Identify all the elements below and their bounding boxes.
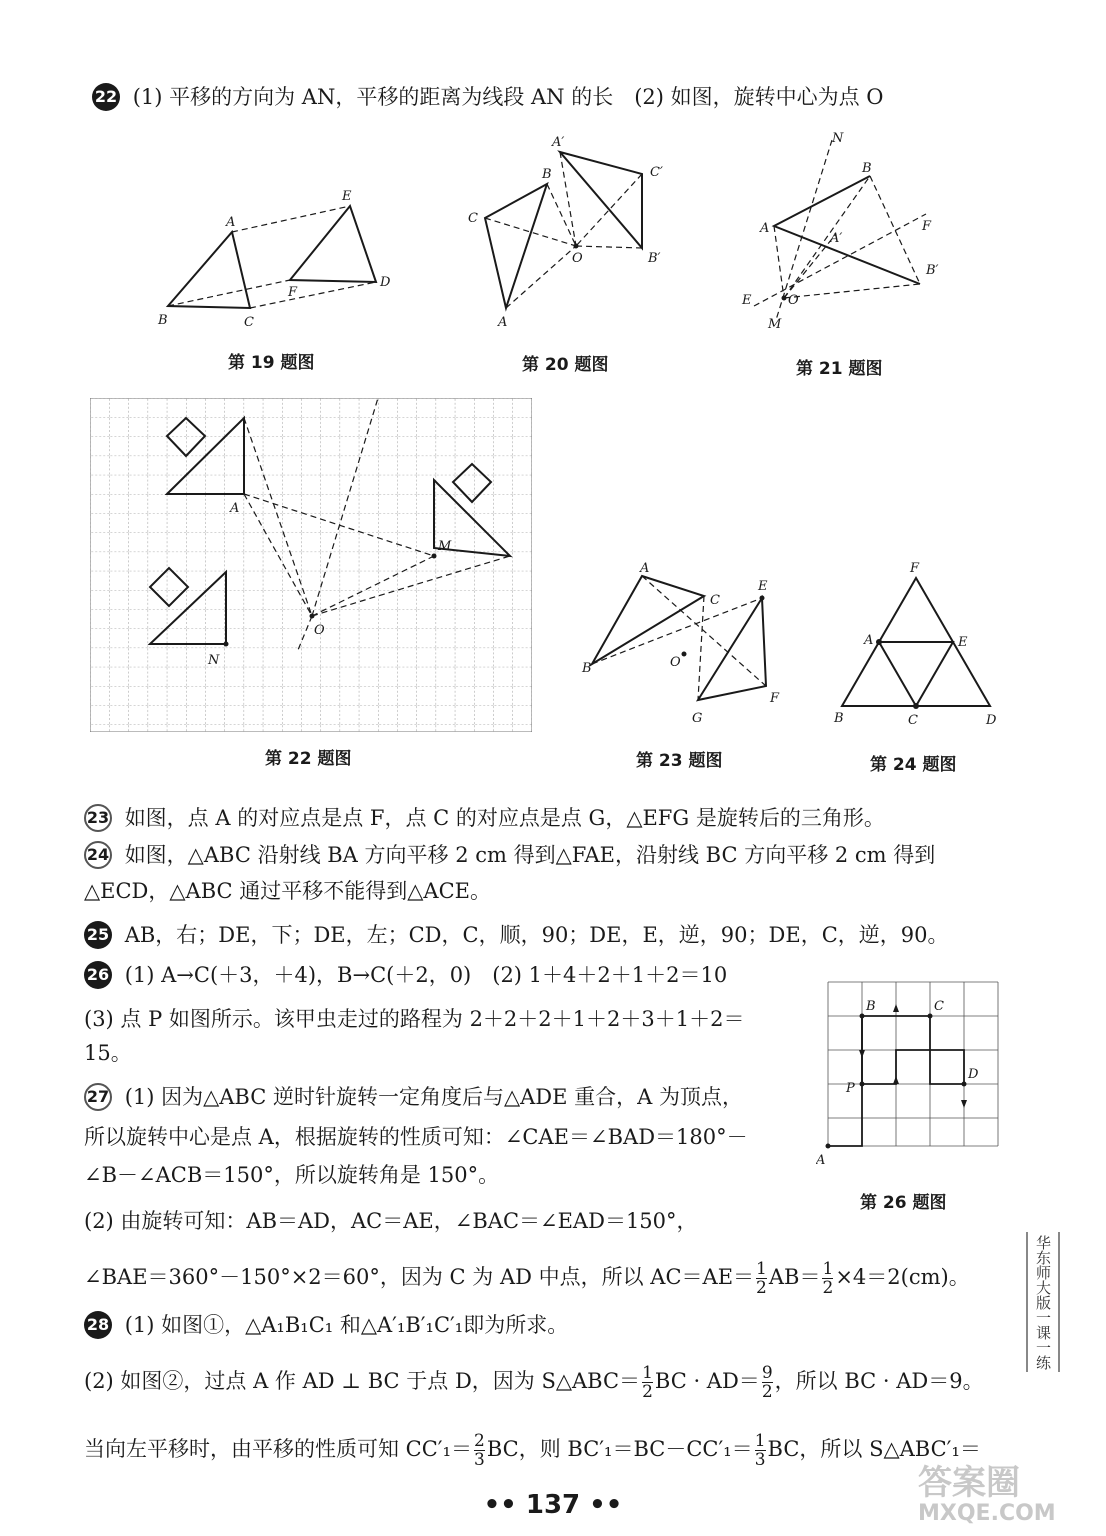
q28-text-3c: BC，所以 S△ABC′₁＝ bbox=[767, 1437, 981, 1461]
fig24-label-f: F bbox=[910, 561, 920, 576]
figure-23 bbox=[580, 560, 790, 730]
q27-text-5b: AB＝ bbox=[768, 1265, 821, 1289]
fig23-label-a: A bbox=[640, 561, 650, 576]
fig21-label-m: M bbox=[768, 317, 782, 332]
q28-text-2a: (2) 如图②，过点 A 作 AD ⊥ BC 于点 D，因为 S△ABC＝ bbox=[84, 1369, 641, 1393]
side-tab: 华东师大版一课一练 bbox=[1026, 1232, 1060, 1372]
fig19-label-b: B bbox=[158, 313, 168, 328]
fraction-two-thirds: $\frac{2}{3}$ bbox=[474, 1431, 485, 1470]
fig20-label-c: C bbox=[468, 211, 478, 226]
fig21-label-a-prime: A′ bbox=[830, 231, 843, 246]
fig23-label-g: G bbox=[692, 711, 703, 726]
q26-text-2: (3) 点 P 如图所示。该甲虫走过的路程为 2＋2＋2＋1＋2＋3＋1＋2＝ bbox=[84, 1007, 745, 1031]
q25-text: AB，右；DE，下；DE，左；CD，C，顺，90；DE，E，逆，90；DE，C，逆，90。 bbox=[124, 923, 949, 947]
q23-line bbox=[84, 803, 885, 834]
fig20-label-c-prime: C′ bbox=[650, 165, 663, 180]
fig24-label-d: D bbox=[986, 713, 997, 728]
fig26-label-p: P bbox=[846, 1081, 855, 1096]
q28-line-3 bbox=[84, 1432, 981, 1469]
fig19-caption: 第 19 题图 bbox=[228, 353, 315, 373]
figure-22 bbox=[90, 398, 532, 732]
fig22-label-o: O bbox=[314, 623, 325, 638]
fig23-label-e: E bbox=[758, 579, 768, 594]
q24-line-1 bbox=[84, 840, 935, 871]
q28-text-2c: ，所以 BC · AD＝9。 bbox=[774, 1369, 984, 1393]
fig20-label-a: A bbox=[498, 315, 508, 330]
q27-line-4 bbox=[84, 1206, 698, 1236]
figure-24 bbox=[830, 560, 1010, 730]
fig23-caption: 第 23 题图 bbox=[636, 751, 723, 771]
fig23-label-o: O bbox=[670, 655, 681, 670]
fraction-one-third: $\frac{1}{3}$ bbox=[754, 1431, 766, 1470]
q27-text-2: 所以旋转中心是点 A，根据旋转的性质可知：∠CAE＝∠BAD＝180°－ bbox=[84, 1125, 748, 1149]
fig20-label-b-prime: B′ bbox=[648, 251, 661, 266]
q27-text-5c: ×4＝2(cm)。 bbox=[835, 1265, 970, 1289]
q28-line-2 bbox=[84, 1364, 984, 1401]
fig19-label-f: F bbox=[288, 285, 298, 300]
q24-badge: 24 bbox=[84, 841, 112, 869]
fig20-label-b: B bbox=[542, 167, 552, 182]
q28-line-1 bbox=[84, 1310, 568, 1341]
watermark bbox=[918, 1465, 1098, 1531]
fraction-half-3: $\frac{1}{2}$ bbox=[642, 1363, 653, 1402]
q24-text-2: △ECD，△ABC 通过平移不能得到△ACE。 bbox=[84, 879, 491, 903]
q27-text-3: ∠B－∠ACB＝150°，所以旋转角是 150°。 bbox=[84, 1163, 500, 1187]
q28-text-1: (1) 如图①，△A₁B₁C₁ 和△A′₁B′₁C′₁即为所求。 bbox=[124, 1313, 569, 1337]
q22-line bbox=[92, 82, 884, 113]
fig23-label-b: B bbox=[582, 661, 592, 676]
fraction-half: $\frac{1}{2}$ bbox=[756, 1259, 767, 1298]
q23-text: 如图，点 A 的对应点是点 F，点 C 的对应点是点 G，△EFG 是旋转后的三角形。 bbox=[124, 806, 885, 830]
q27-line-5 bbox=[84, 1260, 970, 1297]
fig21-label-a: A bbox=[760, 221, 770, 236]
q28-text-3a: 当向左平移时，由平移的性质可知 CC′₁＝ bbox=[84, 1437, 472, 1461]
q28-badge: 28 bbox=[84, 1311, 112, 1339]
fig21-label-o: O bbox=[788, 293, 799, 308]
fig23-label-c: C bbox=[710, 593, 720, 608]
q26-line-3 bbox=[84, 1038, 132, 1068]
q25-badge: 25 bbox=[84, 921, 112, 949]
fig26-caption: 第 26 题图 bbox=[860, 1193, 947, 1213]
q27-text-5a: ∠BAE＝360°－150°×2＝60°，因为 C 为 AD 中点，所以 AC＝AE＝ bbox=[84, 1265, 755, 1289]
q22-text: (1) 平移的方向为 AN，平移的距离为线段 AN 的长 (2) 如图，旋转中心为点 O bbox=[132, 85, 884, 109]
fig21-label-n: N bbox=[832, 131, 844, 146]
fig21-label-e: E bbox=[742, 293, 752, 308]
q26-line-2 bbox=[84, 1004, 744, 1034]
fig24-label-b: B bbox=[834, 711, 844, 726]
fig26-label-b: B bbox=[866, 999, 876, 1014]
q26-badge: 26 bbox=[84, 961, 112, 989]
fig20-label-a-prime: A′ bbox=[552, 135, 565, 150]
fraction-nine-halves: $\frac{9}{2}$ bbox=[761, 1363, 773, 1402]
fig21-label-f: F bbox=[922, 219, 932, 234]
fig26-label-c: C bbox=[934, 999, 944, 1014]
page-number: •• 137 •• bbox=[483, 1490, 623, 1520]
q26-text-1: (1) A→C(＋3，＋4)，B→C(＋2，0) (2) 1＋4＋2＋1＋2＝10 bbox=[124, 963, 728, 987]
q27-text-1: (1) 因为△ABC 逆时针旋转一定角度后与△ADE 重合，A 为顶点， bbox=[124, 1085, 743, 1109]
q23-badge: 23 bbox=[84, 804, 112, 832]
q26-line-1 bbox=[84, 960, 727, 991]
fig24-label-e: E bbox=[958, 635, 968, 650]
fig20-caption: 第 20 题图 bbox=[522, 355, 609, 375]
figure-26 bbox=[816, 976, 1006, 1166]
fig22-label-m: M bbox=[438, 539, 452, 554]
fig21-caption: 第 21 题图 bbox=[796, 359, 883, 379]
fig22-label-a: A bbox=[230, 501, 240, 516]
figure-20 bbox=[460, 130, 690, 340]
fig21-label-b: B bbox=[862, 161, 872, 176]
q24-line-2 bbox=[84, 876, 491, 906]
fig19-label-d: D bbox=[380, 275, 391, 290]
q27-badge: 27 bbox=[84, 1083, 112, 1111]
fig26-label-a: A bbox=[816, 1153, 826, 1166]
q24-text-1: 如图，△ABC 沿射线 BA 方向平移 2 cm 得到△FAE，沿射线 BC 方向平移 2 cm 得到 bbox=[124, 843, 936, 867]
fig26-label-d: D bbox=[968, 1067, 979, 1082]
q26-text-3: 15。 bbox=[84, 1041, 132, 1065]
figure-21 bbox=[740, 130, 960, 340]
q27-text-4: (2) 由旋转可知：AB＝AD，AC＝AE，∠BAC＝∠EAD＝150°， bbox=[84, 1209, 698, 1233]
fig19-label-e: E bbox=[342, 189, 352, 204]
q28-text-3b: BC，则 BC′₁＝BC－CC′₁＝ bbox=[486, 1437, 753, 1461]
fig19-label-c: C bbox=[244, 315, 254, 330]
fig22-caption: 第 22 题图 bbox=[265, 749, 352, 769]
fig23-label-f: F bbox=[770, 691, 780, 706]
fig24-label-a: A bbox=[864, 633, 874, 648]
figure-19 bbox=[150, 180, 410, 340]
watermark-main: 答案圈 bbox=[918, 1463, 1020, 1503]
watermark-sub: MXQE.COM bbox=[918, 1501, 1056, 1526]
fig21-label-b-prime: B′ bbox=[926, 263, 939, 278]
fig22-label-n: N bbox=[208, 653, 220, 668]
q27-line-1 bbox=[84, 1082, 743, 1113]
fig24-label-c: C bbox=[908, 713, 918, 728]
fig24-caption: 第 24 题图 bbox=[870, 755, 957, 775]
fraction-half-2: $\frac{1}{2}$ bbox=[822, 1259, 834, 1298]
q27-line-2 bbox=[84, 1122, 748, 1152]
q28-text-2b: BC · AD＝ bbox=[654, 1369, 760, 1393]
fig19-label-a: A bbox=[226, 215, 236, 230]
fig20-label-o: O bbox=[572, 251, 583, 266]
q22-badge: 22 bbox=[92, 83, 120, 111]
q25-line bbox=[84, 920, 948, 951]
q27-line-3 bbox=[84, 1160, 499, 1190]
